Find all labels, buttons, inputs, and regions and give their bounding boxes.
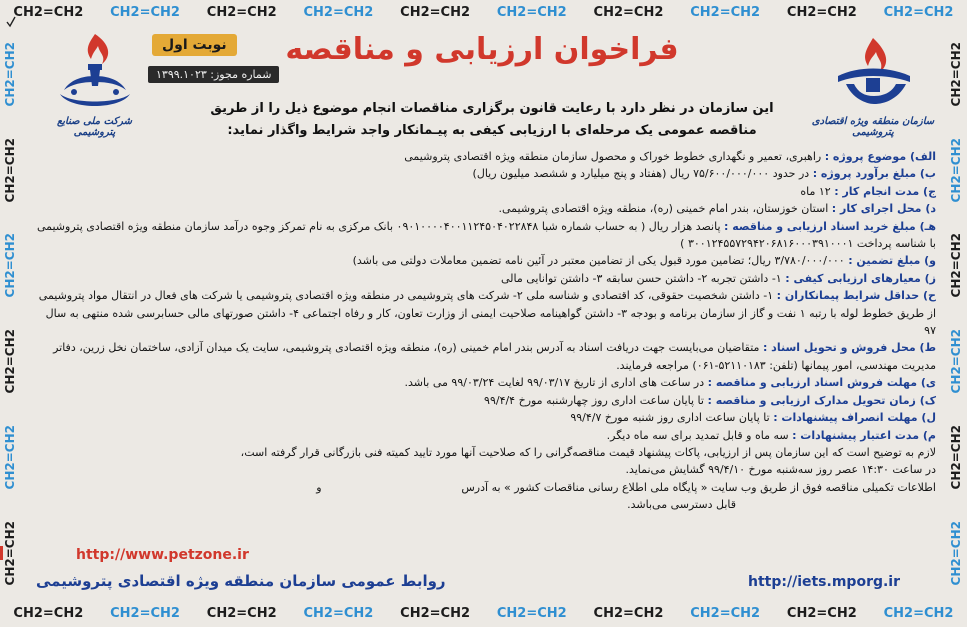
note-line: در ساعت ۱۴:۳۰ عصر روز سه‌شنبه مورخ ۹۹/۴/۱۰ گشایش می‌نماید. [625, 463, 936, 477]
watermark-text: CH2=CH2 [206, 4, 277, 20]
watermark-text: CH2=CH2 [110, 605, 180, 621]
detail-text: راهبری، تعمیر و نگهداری خطوط خوراک و محصول سازمان منطقه ویژه اقتصادی پتروشیمی [404, 150, 825, 163]
detail-item [32, 374, 936, 391]
watermark-text: CH2=CH2 [593, 4, 664, 20]
detail-item [32, 270, 936, 287]
detail-text: ۱- داشتن تجربه ۲- داشتن حسن سابقه ۳- داشتن توانایی مالی [501, 271, 786, 285]
watermark-row-bottom [0, 603, 967, 623]
detail-label: الف) موضوع پروژه : [824, 150, 936, 163]
corner-mark-icon [6, 16, 16, 28]
intro-line: مناقصه عمومی یک مرحله‌ای با ارزیابی کیفی به پیـمانکار واجد شرایط واگذار نماید: [227, 123, 757, 138]
detail-text: پانصد هزار ریال ( به حساب شماره شبا ۰۹۰۱۰۰۰۰۴۰۰۱۱۲۴۵۰۴۰۲۲۸۴۸ بانک مرکزی به نام تمرکز وجوه درآمد سازمان منطقه ویژه اقتصادی پتروشیمی با شناسه پرداخت ۳۰۰۱۲۴۵۵۷۲۹۴۲۰۶۸۱۶۰۰۰۳۹۱۰۰۰۱ ) [36, 219, 936, 251]
watermark-text: CH2=CH2 [3, 41, 17, 107]
detail-label: د) محل اجرای کار : [831, 202, 936, 216]
watermark-row-top [0, 2, 967, 22]
detail-label: ک) زمان تحویل مدارک ارزیابی و مناقصه : [707, 393, 936, 407]
detail-text: ۱- داشتن شخصیت حقوقی، کد اقتصادی و شناسه ملی ۲- شرکت های پتروشیمی در منطقه ویژه اقتصادی پتروشیمی یا شرکت های فعال در انتقال مواد پتروشیمی از طریق خطوط لوله با رتبه ۱ نفت و گاز از سازمان برنامه و بودجه ۳- داشتن گواهینامه صلاحیت ایمنی از وزارت تعاون، کار و رفاه اجتماعی ۴- داشتن صورتهای مالی حسابرسی شده منتهی به سال ۹۷ [38, 289, 936, 338]
watermark-text: CH2=CH2 [690, 605, 761, 621]
company-logo-caption: شرکت ملی صنایع پتروشیمی [56, 116, 133, 138]
note-text: و [316, 480, 322, 494]
watermark-text: CH2=CH2 [496, 4, 567, 20]
watermark-column-right [946, 26, 966, 601]
detail-text: در ساعت های اداری از تاریخ ۹۹/۰۳/۱۷ لغایت ۹۹/۰۳/۲۴ می باشد. [404, 376, 708, 390]
iets-link[interactable]: http://iets.mporg.ir [748, 574, 901, 590]
watermark-text: CH2=CH2 [3, 520, 17, 586]
detail-item [32, 409, 936, 426]
detail-text: سه ماه و قابل تمدید برای سه ماه دیگر. [606, 428, 793, 442]
notice-body [26, 26, 942, 601]
detail-label: و) مبلغ تضمین : [848, 254, 936, 268]
watermark-text: CH2=CH2 [786, 605, 857, 621]
intro-paragraph [182, 98, 802, 142]
watermark-text: CH2=CH2 [13, 605, 84, 621]
watermark-column-left [0, 26, 20, 601]
detail-item [32, 165, 936, 182]
detail-label: ی) مهلت فروش اسناد ارزیابی و مناقصه : [707, 376, 936, 390]
note-line: لازم به توضیح است که این سازمان پس از ارزیابی، پاکات پیشنهاد قیمت مناقصه‌گرانی را که صلاحیت آنها مورد تایید کمیته فنی بازرگانی قرار گرفته است، [240, 445, 936, 459]
detail-item [32, 339, 936, 374]
watermark-text: CH2=CH2 [400, 605, 470, 621]
watermark-text: CH2=CH2 [949, 137, 963, 202]
public-relations-footer: روابط عمومی سازمان منطقه ویژه اقتصادی پتروشیمی [36, 572, 446, 590]
note-text: قابل دسترسی می‌باشد. [627, 498, 736, 512]
edge-mark [0, 546, 3, 560]
watermark-text: CH2=CH2 [883, 605, 954, 621]
watermark-text: CH2=CH2 [690, 4, 761, 20]
detail-label: ب) مبلغ برآورد پروژه : [812, 167, 936, 181]
flame-emblem-icon [818, 32, 928, 112]
detail-label: ل) مهلت انصراف پیشنهادات : [773, 411, 936, 425]
watermark-text: CH2=CH2 [400, 4, 470, 20]
stage-badge: نوبت اول [152, 34, 237, 56]
watermark-text: CH2=CH2 [3, 233, 17, 298]
detail-label: ط) محل فروش و تحویل اسناد : [762, 341, 936, 355]
detail-text: تا پایان ساعت اداری روز شنبه مورخ ۹۹/۴/۷ [570, 411, 774, 425]
detail-text: ۱۲ ماه [800, 184, 835, 198]
detail-text: تا پایان ساعت اداری روز چهارشنبه مورخ ۹۹/۴/۴ [484, 393, 708, 407]
detail-item [32, 392, 936, 409]
watermark-text: CH2=CH2 [593, 605, 664, 621]
permit-number: شماره مجوز: ۱۳۹۹.۱۰۲۳ [148, 66, 279, 83]
watermark-text: CH2=CH2 [949, 425, 963, 490]
watermark-text: CH2=CH2 [3, 329, 17, 394]
watermark-text: CH2=CH2 [949, 520, 963, 586]
watermark-text: CH2=CH2 [949, 233, 963, 298]
detail-item [32, 183, 936, 200]
detail-text: در حدود ۷۵/۶۰۰/۰۰۰/۰۰۰ ریال (هفتاد و پنج میلیارد و ششصد میلیون ریال) [472, 167, 813, 181]
detail-item [32, 287, 936, 339]
detail-item [32, 148, 936, 165]
detail-label: ج) مدت انجام کار : [834, 184, 936, 198]
intro-line: این سازمان در نظر دارد با رعایت قانون برگزاری مناقصات انجام موضوع ذیل را از طریق [210, 101, 774, 116]
detail-text: استان خوزستان، بندر امام خمینی (ره)، منطقه ویژه اقتصادی پتروشیمی. [498, 202, 832, 216]
note-line [32, 479, 936, 496]
watermark-text: CH2=CH2 [496, 605, 567, 621]
watermark-text: CH2=CH2 [303, 4, 374, 20]
detail-item [32, 200, 936, 217]
detail-label: ز) معیارهای ارزیابی کیفی : [785, 271, 936, 285]
watermark-text: CH2=CH2 [303, 605, 374, 621]
tender-details-list [32, 148, 936, 514]
watermark-text: CH2=CH2 [110, 4, 180, 20]
watermark-text: CH2=CH2 [786, 4, 857, 20]
detail-label: هـ) مبلغ خرید اسناد ارزیابی و مناقصه : [724, 219, 936, 233]
watermark-text: CH2=CH2 [949, 329, 963, 394]
note-text: اطلاعات تکمیلی مناقصه فوق از طریق وب سایت « پایگاه ملی اطلاع رسانی مناقصات کشور » به آدرس [461, 480, 936, 494]
watermark-text: CH2=CH2 [883, 4, 954, 20]
watermark-text: CH2=CH2 [3, 425, 17, 490]
notice-title: فراخوان ارزیابی و مناقصه [285, 32, 679, 67]
note-line [32, 496, 936, 513]
company-logo [42, 30, 147, 140]
detail-item [32, 218, 936, 253]
watermark-text: CH2=CH2 [13, 4, 84, 20]
detail-label: ح) حداقل شرایط پیمانکاران : [776, 289, 936, 303]
watermark-text: CH2=CH2 [206, 605, 277, 621]
detail-text: متقاضیان می‌بایست جهت دریافت اسناد به آدرس بندر امام خمینی (ره)، منطقه ویژه اقتصادی پتروشیمی، سایت یک میدان آزادی، ساختمان نخل زرین، دفاتر مدیریت مهندسی، امور پیمانها (تلفن: ۵۲۱۱۰۱۸۳-۰۶۱) مراجعه فرمایند. [53, 341, 936, 372]
petzone-link[interactable]: http://www.petzone.ir [76, 547, 249, 563]
watermark-text: CH2=CH2 [949, 41, 963, 107]
detail-item [32, 252, 936, 269]
detail-item [32, 427, 936, 444]
organization-logo-caption: سازمان منطقه ویژه اقتصادی پتروشیمی [811, 116, 935, 138]
detail-text: ۳/۷۸۰/۰۰۰/۰۰۰ ریال؛ تضامین مورد قبول یکی از تضامین معتبر در آئین نامه تضمین معاملات دولتی می باشد) [352, 254, 849, 268]
organization-logo [808, 32, 938, 142]
petrochemical-emblem-icon [50, 30, 140, 112]
watermark-text: CH2=CH2 [3, 137, 17, 202]
detail-label: م) مدت اعتبار پیشنهادات : [792, 428, 936, 442]
